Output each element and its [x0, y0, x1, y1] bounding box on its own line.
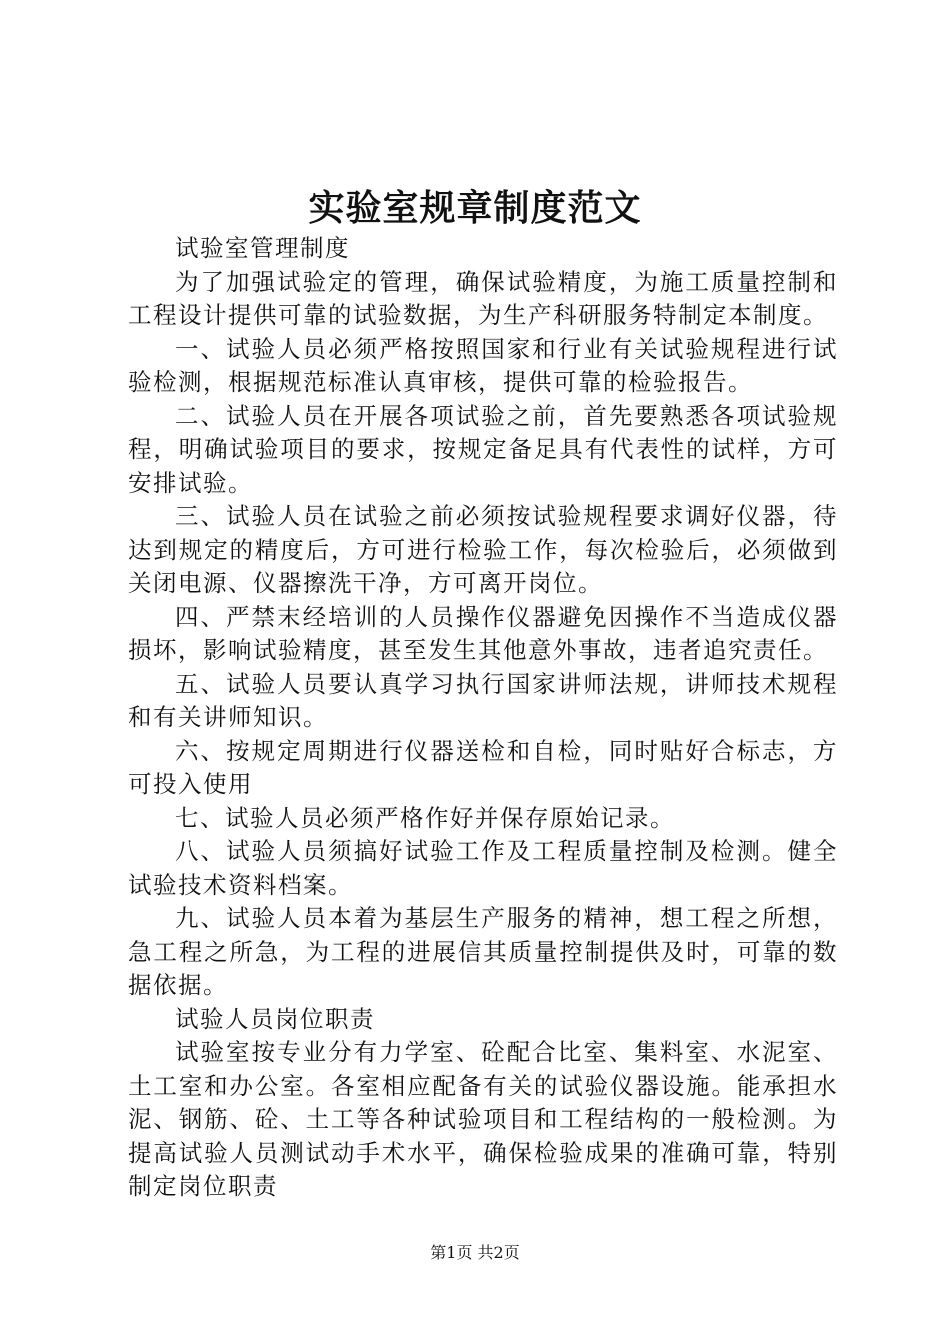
- document-title: 实验室规章制度范文: [308, 187, 642, 229]
- rule-7-paragraph: 七、试验人员必须严格作好并保存原始记录。: [175, 803, 675, 832]
- rule-8-paragraph: 八、试验人员须搞好试验工作及工程质量控制及检测。健全试验技术资料档案。: [128, 837, 838, 899]
- rule-6-paragraph: 六、按规定周期进行仪器送检和自检，同时贴好合标志，方可投入使用: [128, 736, 838, 798]
- rule-4-paragraph: 四、严禁末经培训的人员操作仪器避免因操作不当造成仪器损坏，影响试验精度，甚至发生其他意外事故，违者追究责任。: [128, 602, 838, 664]
- section-heading-lab-management: 试验室管理制度: [175, 234, 350, 262]
- job-duties-paragraph: 试验室按专业分有力学室、砼配合比室、集料室、水泥室、土工室和办公室。各室相应配备有关的试验仪器设施。能承担水泥、钢筋、砼、土工等各种试验项目和工程结构的一般检测。为提高试验人员测试动手术水平，确保检验成果的准确可靠，特别制定岗位职责: [128, 1038, 838, 1200]
- intro-paragraph: 为了加强试验定的管理，确保试验精度，为施工质量控制和工程设计提供可靠的试验数据，为生产科研服务特制定本制度。: [128, 267, 838, 329]
- rule-1-paragraph: 一、试验人员必须严格按照国家和行业有关试验规程进行试验检测，根据规范标准认真审核，提供可靠的检验报告。: [128, 334, 838, 396]
- rule-9-paragraph: 九、试验人员本着为基层生产服务的精神，想工程之所想，急工程之所急，为工程的进展信其质量控制提供及时，可靠的数据依据。: [128, 904, 838, 999]
- rule-2-paragraph: 二、试验人员在开展各项试验之前，首先要熟悉各项试验规程，明确试验项目的要求，按规定备足具有代表性的试样，方可安排试验。: [128, 401, 838, 497]
- document-body: [128, 232, 838, 1204]
- rule-3-paragraph: 三、试验人员在试验之前必须按试验规程要求调好仪器，待达到规定的精度后，方可进行检验工作，每次检验后，必须做到关闭电源、仪器擦洗干净，方可离开岗位。: [128, 502, 838, 597]
- rule-5-paragraph: 五、试验人员要认真学习执行国家讲师法规，讲师技术规程和有关讲师知识。: [128, 669, 838, 731]
- page-footer: 第1页 共2页: [430, 1243, 520, 1262]
- section-heading-job-duties: 试验人员岗位职责: [175, 1004, 375, 1033]
